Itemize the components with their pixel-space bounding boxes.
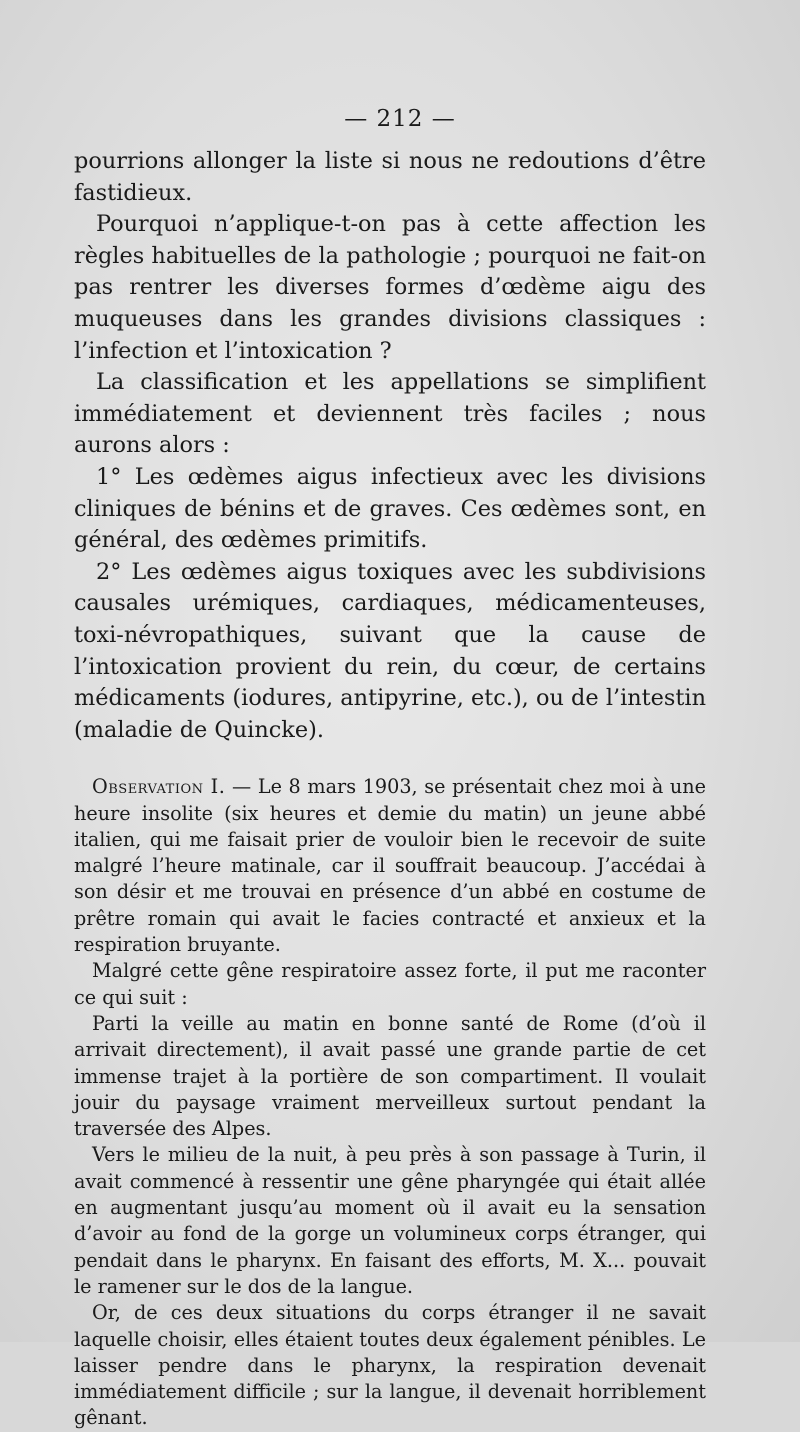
paragraph: Or, de ces deux situations du corps étranger il ne savait laquelle choisir, elles étaient toutes deux également pénibles. Le laisser pendre dans le pharynx, la respiration devenait immédiatement difficile ; sur la langue, il devenait horriblement gênant. <box>74 1301 706 1430</box>
page-body <box>74 146 706 1432</box>
paragraph: pourrions allonger la liste si nous ne redoutions d’être fastidieux. <box>74 148 706 206</box>
paragraph: Malgré cette gêne respiratoire assez forte, il put me raconter ce qui suit : <box>74 959 706 1009</box>
observation-label: Observation I. <box>92 775 226 799</box>
paragraph: 2° Les œdèmes aigus toxiques avec les subdivisions causales urémiques, cardiaques, médicamenteuses, toxi-névropathiques, suivant que la cause de l’intoxication provient du rein, du cœur, de certains médicaments (iodures, antipyrine, etc.), ou de l’intestin (maladie de Quincke). <box>74 558 706 743</box>
observation-text: — Le 8 mars 1903, se présentait chez moi à une heure insolite (six heures et demie du matin) un jeune abbé italien, qui me faisait prier de vouloir bien le recevoir de suite malgré l’heure matinale, car il souffrait beaucoup. J’accédai à son désir et me trouvai en présence d’un abbé en costume de prêtre romain qui avait le facies contracté et anxieux et la respiration bruyante. <box>74 775 706 957</box>
observation-paragraph <box>74 774 706 958</box>
paragraph: Parti la veille au matin en bonne santé de Rome (d’où il arrivait directement), il avait passé une grande partie de cet immense trajet à la portière de son compartiment. Il voulait jouir du paysage vraiment merveilleux surtout pendant la traversée des Alpes. <box>74 1011 706 1141</box>
observation-block <box>74 774 706 1431</box>
paragraph: 1° Les œdèmes aigus infectieux avec les divisions cliniques de bénins et de graves. Ces œdèmes sont, en général, des œdèmes primitifs. <box>74 463 706 554</box>
paragraph: La classification et les appellations se simplifient immédiatement et deviennent très faciles ; nous aurons alors : <box>74 369 706 459</box>
paragraph: Pourquoi n’applique-t-on pas à cette affection les règles habituelles de la pathologie ; pourquoi ne fait-on pas rentrer les diverses formes d’œdème aigu des muqueuses dans les grandes divisions classiques : l’infection et l’intoxication ? <box>74 211 706 364</box>
page-number: — 212 — <box>344 106 456 132</box>
main-text-block <box>74 146 706 746</box>
paragraph: Vers le milieu de la nuit, à peu près à son passage à Turin, il avait commencé à ressentir une gêne pharyngée qui était allée en augmentant jusqu’au moment où il avait eu la sensation d’avoir au fond de la gorge un volumineux corps étranger, qui pendait dans le pharynx. En faisant des efforts, M. X... pouvait le ramener sur le dos de la langue. <box>74 1143 706 1298</box>
